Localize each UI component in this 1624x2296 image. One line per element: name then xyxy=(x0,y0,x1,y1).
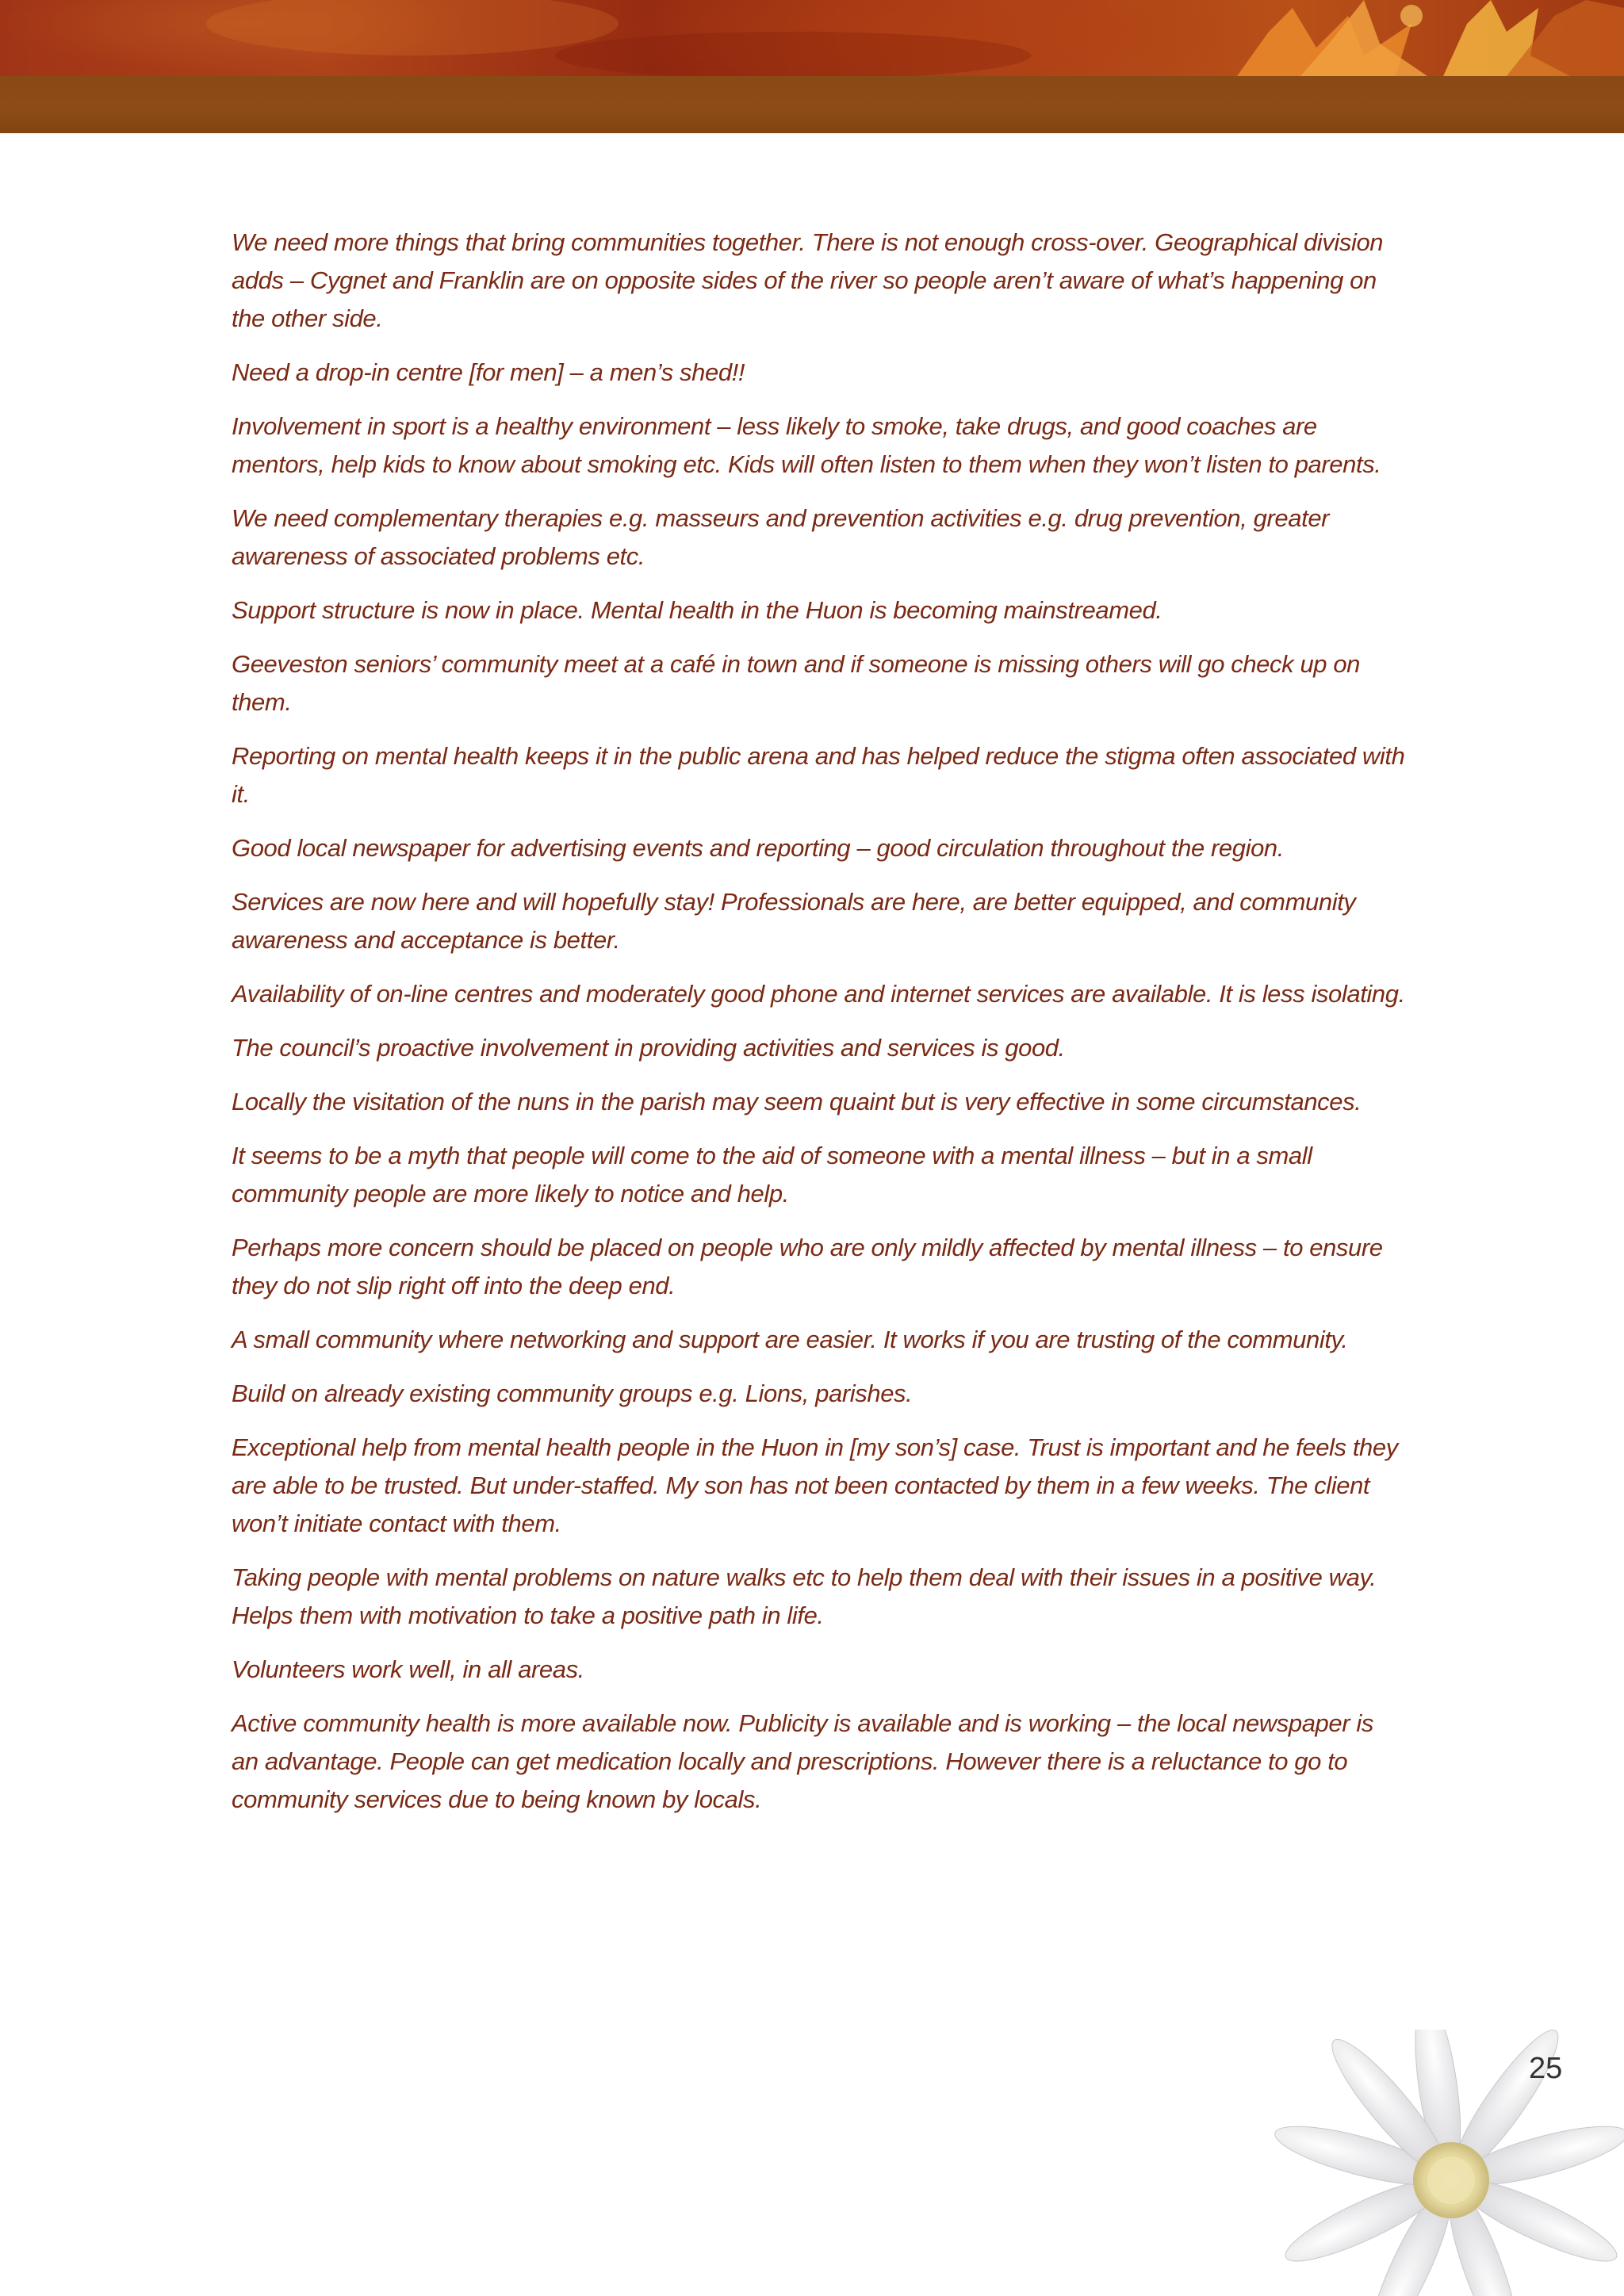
quote-paragraph: We need complementary therapies e.g. masseurs and prevention activities e.g. drug prevention, greater awareness of associated problems etc. xyxy=(232,504,1330,570)
quote-paragraph: Need a drop-in centre [for men] – a men’s shed!! xyxy=(232,358,745,386)
quote-paragraph: We need more things that bring communities together. There is not enough cross-over. Geographical division adds – Cygnet and Franklin are on opposite sides of the river so people aren’t aware of what’s happening on the other side. xyxy=(232,228,1384,332)
quote-paragraph: Good local newspaper for advertising events and reporting – good circulation throughout the region. xyxy=(232,834,1284,862)
quote-paragraph: Taking people with mental problems on nature walks etc to help them deal with their issues in a positive way. Helps them with motivation to take a positive path in life. xyxy=(232,1563,1377,1629)
quote-paragraph: Exceptional help from mental health people in the Huon in [my son’s] case. Trust is important and he feels they are able to be trusted. But under-staffed. My son has not been contacted by them in a few weeks. The client won’t initiate contact with them. xyxy=(232,1433,1398,1537)
quote-paragraph: Availability of on-line centres and moderately good phone and internet services are available. It is less isolating. xyxy=(232,980,1405,1008)
quote-paragraph: The council’s proactive involvement in providing activities and services is good. xyxy=(232,1034,1065,1062)
quote-paragraph: It seems to be a myth that people will come to the aid of someone with a mental illness – but in a small community people are more likely to notice and help. xyxy=(232,1142,1312,1207)
quote-paragraph: Locally the visitation of the nuns in the parish may seem quaint but is very effective in some circumstances. xyxy=(232,1088,1362,1115)
quote-paragraph: Services are now here and will hopefully stay! Professionals are here, are better equipped, and community awareness and acceptance is better. xyxy=(232,888,1356,954)
quote-paragraph: A small community where networking and support are easier. It works if you are trusting of the community. xyxy=(232,1326,1348,1353)
quote-paragraph: Volunteers work well, in all areas. xyxy=(232,1655,584,1683)
quote-paragraph: Active community health is more available now. Publicity is available and is working – the local newspaper is an advantage. People can get medication locally and prescriptions. However there is a reluctance to go to community services due to being known by locals. xyxy=(232,1709,1373,1813)
quote-paragraph: Build on already existing community groups e.g. Lions, parishes. xyxy=(232,1380,913,1407)
quote-paragraph: Reporting on mental health keeps it in the public arena and has helped reduce the stigma often associated with it. xyxy=(232,742,1405,808)
header-strip xyxy=(0,76,1624,133)
quote-paragraph: Support structure is now in place. Mental health in the Huon is becoming mainstreamed. xyxy=(232,596,1162,624)
page-number: 25 xyxy=(1529,2052,1563,2085)
quote-paragraph: Involvement in sport is a healthy environment – less likely to smoke, take drugs, and good coaches are mentors, help kids to know about smoking etc. Kids will often listen to them when they won’t listen to parents. xyxy=(232,412,1381,478)
quotes-body xyxy=(232,224,1405,1835)
quote-paragraph: Geeveston seniors’ community meet at a café in town and if someone is missing others will go check up on them. xyxy=(232,650,1361,716)
flannel-flower-icon xyxy=(1253,2030,1624,2296)
quote-paragraph: Perhaps more concern should be placed on people who are only mildly affected by mental illness – to ensure they do not slip right off into the deep end. xyxy=(232,1234,1383,1299)
autumn-leaves-graphic xyxy=(0,0,1624,76)
header-banner xyxy=(0,0,1624,76)
